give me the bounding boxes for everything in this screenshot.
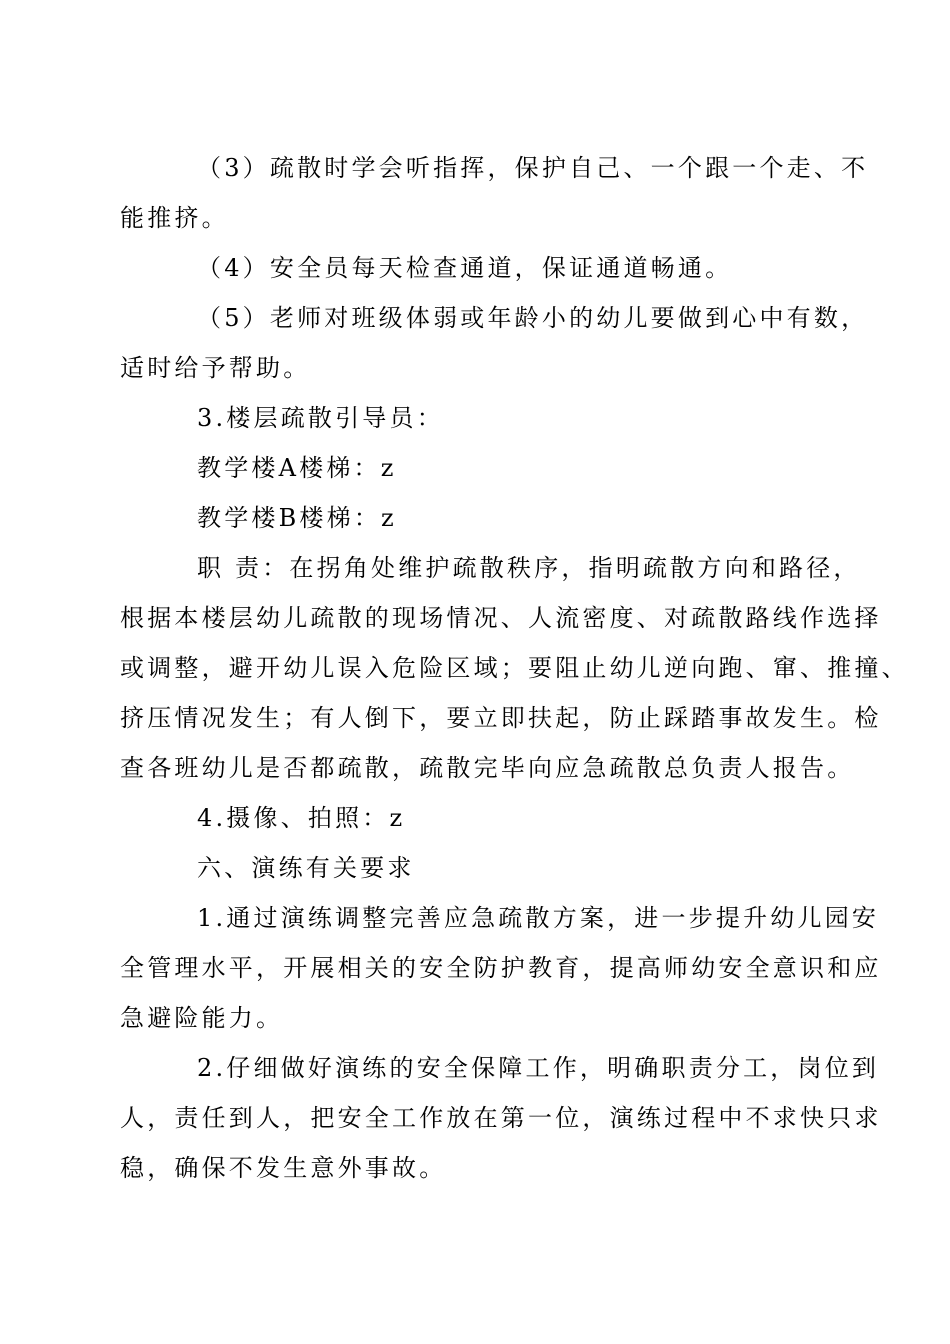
paragraph-line: 职 责：在拐角处维护疏散秩序，指明疏散方向和路径， xyxy=(197,554,861,582)
paragraph-line: 教学楼B楼梯：z xyxy=(197,504,397,532)
paragraph-line: 人，责任到人，把安全工作放在第一位，演练过程中不求快只求 xyxy=(120,1104,882,1132)
section-heading: 4.摄像、拍照：z xyxy=(197,804,406,832)
paragraph-line: 根据本楼层幼儿疏散的现场情况、人流密度、对疏散路线作选择 xyxy=(120,604,882,632)
paragraph-line: 2.仔细做好演练的安全保障工作，明确职责分工，岗位到 xyxy=(197,1054,880,1082)
paragraph-line: 1.通过演练调整完善应急疏散方案，进一步提升幼儿园安 xyxy=(197,904,880,932)
paragraph-line: （5）老师对班级体弱或年龄小的幼儿要做到心中有数， xyxy=(197,304,869,332)
section-heading: 六、演练有关要求 xyxy=(197,854,415,882)
paragraph-line: 或调整，避开幼儿误入危险区域；要阻止幼儿逆向跑、窜、推撞、 xyxy=(120,654,909,682)
paragraph-line: （4）安全员每天检查通道，保证通道畅通。 xyxy=(197,254,733,282)
paragraph-line: 全管理水平，开展相关的安全防护教育，提高师幼安全意识和应 xyxy=(120,954,882,982)
paragraph-line: 教学楼A楼梯：z xyxy=(197,454,397,482)
paragraph-line: 能推挤。 xyxy=(120,204,229,232)
paragraph-line: 适时给予帮助。 xyxy=(120,354,311,382)
paragraph-line: （3）疏散时学会听指挥，保护自己、一个跟一个走、不 xyxy=(197,154,869,182)
paragraph-line: 急避险能力。 xyxy=(120,1004,284,1032)
paragraph-line: 稳，确保不发生意外事故。 xyxy=(120,1154,447,1182)
paragraph-line: 查各班幼儿是否都疏散，疏散完毕向应急疏散总负责人报告。 xyxy=(120,754,855,782)
section-heading: 3.楼层疏散引导员： xyxy=(197,404,444,432)
paragraph-line: 挤压情况发生；有人倒下，要立即扶起，防止踩踏事故发生。检 xyxy=(120,704,882,732)
